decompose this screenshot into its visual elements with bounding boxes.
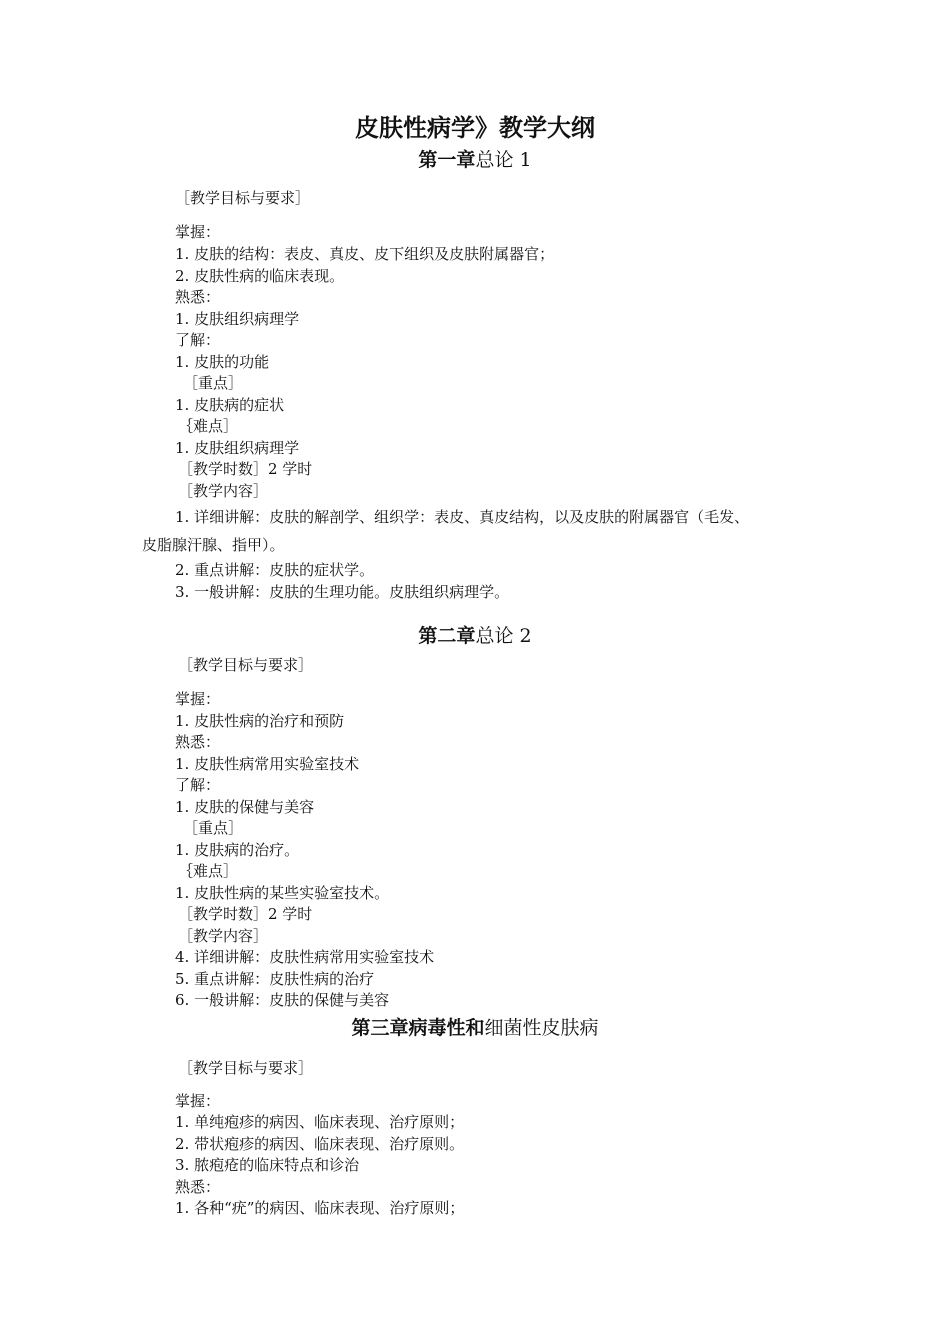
- ch3-master-item-1: 1. 单纯疱疹的病因、临床表现、治疗原则；: [175, 1113, 465, 1131]
- ch2-key-item-1: 1. 皮肤病的治疗。: [175, 841, 300, 859]
- ch2-master-label: 掌握：: [175, 690, 221, 708]
- ch2-hard-label: ｛难点］: [178, 862, 239, 880]
- ch3-master-label: 掌握：: [175, 1092, 221, 1110]
- chapter-2-heading: [0, 621, 950, 648]
- ch3-master-item-2: 2. 带状疱疹的病因、临床表现、治疗原则。: [175, 1135, 465, 1153]
- ch1-key-item-1: 1. 皮肤病的症状: [175, 396, 285, 414]
- ch2-familiar-label: 熟悉：: [175, 733, 221, 751]
- ch1-content-item-2: 2. 重点讲解：皮肤的症状学。: [175, 561, 375, 579]
- ch2-key-label: ［重点］: [183, 819, 244, 837]
- ch1-hours: ［教学时数］2 学时: [178, 460, 313, 478]
- chapter-2-heading-bold: 第二章: [418, 625, 476, 647]
- ch1-master-label: 掌握：: [175, 223, 221, 241]
- ch1-hard-label: ｛难点］: [178, 417, 239, 435]
- ch2-familiar-item-1: 1. 皮肤性病常用实验室技术: [175, 755, 360, 773]
- ch1-familiar-item-1: 1. 皮肤组织病理学: [175, 310, 300, 328]
- chapter-3-heading-bold: 第三章病毒性和: [351, 1017, 485, 1039]
- ch1-familiar-label: 熟悉：: [175, 288, 221, 306]
- ch1-content-label: ［教学内容］: [178, 482, 269, 500]
- ch3-goal-label: ［教学目标与要求］: [178, 1059, 314, 1077]
- ch2-hard-item-1: 1. 皮肤性病的某些实验室技术。: [175, 884, 390, 902]
- ch2-goal-label: ［教学目标与要求］: [178, 656, 314, 674]
- ch1-content-item-1a: 1. 详细讲解：皮肤的解剖学、组织学：表皮、真皮结构，以及皮肤的附属器官（毛发、: [175, 508, 750, 526]
- chapter-1-heading-bold: 第一章: [418, 149, 476, 171]
- ch3-master-item-3: 3. 脓疱疮的临床特点和诊治: [175, 1156, 360, 1174]
- ch2-master-item-1: 1. 皮肤性病的治疗和预防: [175, 712, 345, 730]
- ch2-know-label: 了解：: [175, 776, 221, 794]
- ch1-master-item-1: 1. 皮肤的结构：表皮、真皮、皮下组织及皮肤附属器官；: [175, 245, 555, 263]
- ch2-content-label: ［教学内容］: [178, 927, 269, 945]
- ch1-master-item-2: 2. 皮肤性病的临床表现。: [175, 267, 345, 285]
- ch1-content-item-1b: 皮脂腺汗腺、指甲）。: [142, 536, 285, 554]
- chapter-2-heading-rest: 总论 2: [475, 625, 532, 647]
- document-title: 皮肤性病学》教学大纲: [355, 114, 595, 142]
- ch2-hours: ［教学时数］2 学时: [178, 905, 313, 923]
- ch1-know-label: 了解：: [175, 331, 221, 349]
- ch3-familiar-label: 熟悉：: [175, 1178, 221, 1196]
- chapter-1-heading: [0, 145, 950, 172]
- ch2-know-item-1: 1. 皮肤的保健与美容: [175, 798, 315, 816]
- ch2-content-item-6: 6. 一般讲解：皮肤的保健与美容: [175, 991, 390, 1009]
- chapter-3-heading-rest: 细菌性皮肤病: [484, 1017, 599, 1039]
- ch1-hard-item-1: 1. 皮肤组织病理学: [175, 439, 300, 457]
- ch1-goal-label: ［教学目标与要求］: [175, 189, 311, 207]
- chapter-3-heading: [0, 1013, 950, 1040]
- ch3-familiar-item-1: 1. 各种“疣”的病因、临床表现、治疗原则；: [175, 1199, 465, 1217]
- ch2-content-item-4: 4. 详细讲解：皮肤性病常用实验室技术: [175, 948, 435, 966]
- ch1-content-item-3: 3. 一般讲解：皮肤的生理功能。皮肤组织病理学。: [175, 583, 510, 601]
- ch1-key-label: ［重点］: [183, 374, 244, 392]
- ch2-content-item-5: 5. 重点讲解：皮肤性病的治疗: [175, 970, 375, 988]
- chapter-1-heading-rest: 总论 1: [475, 149, 532, 171]
- ch1-know-item-1: 1. 皮肤的功能: [175, 353, 270, 371]
